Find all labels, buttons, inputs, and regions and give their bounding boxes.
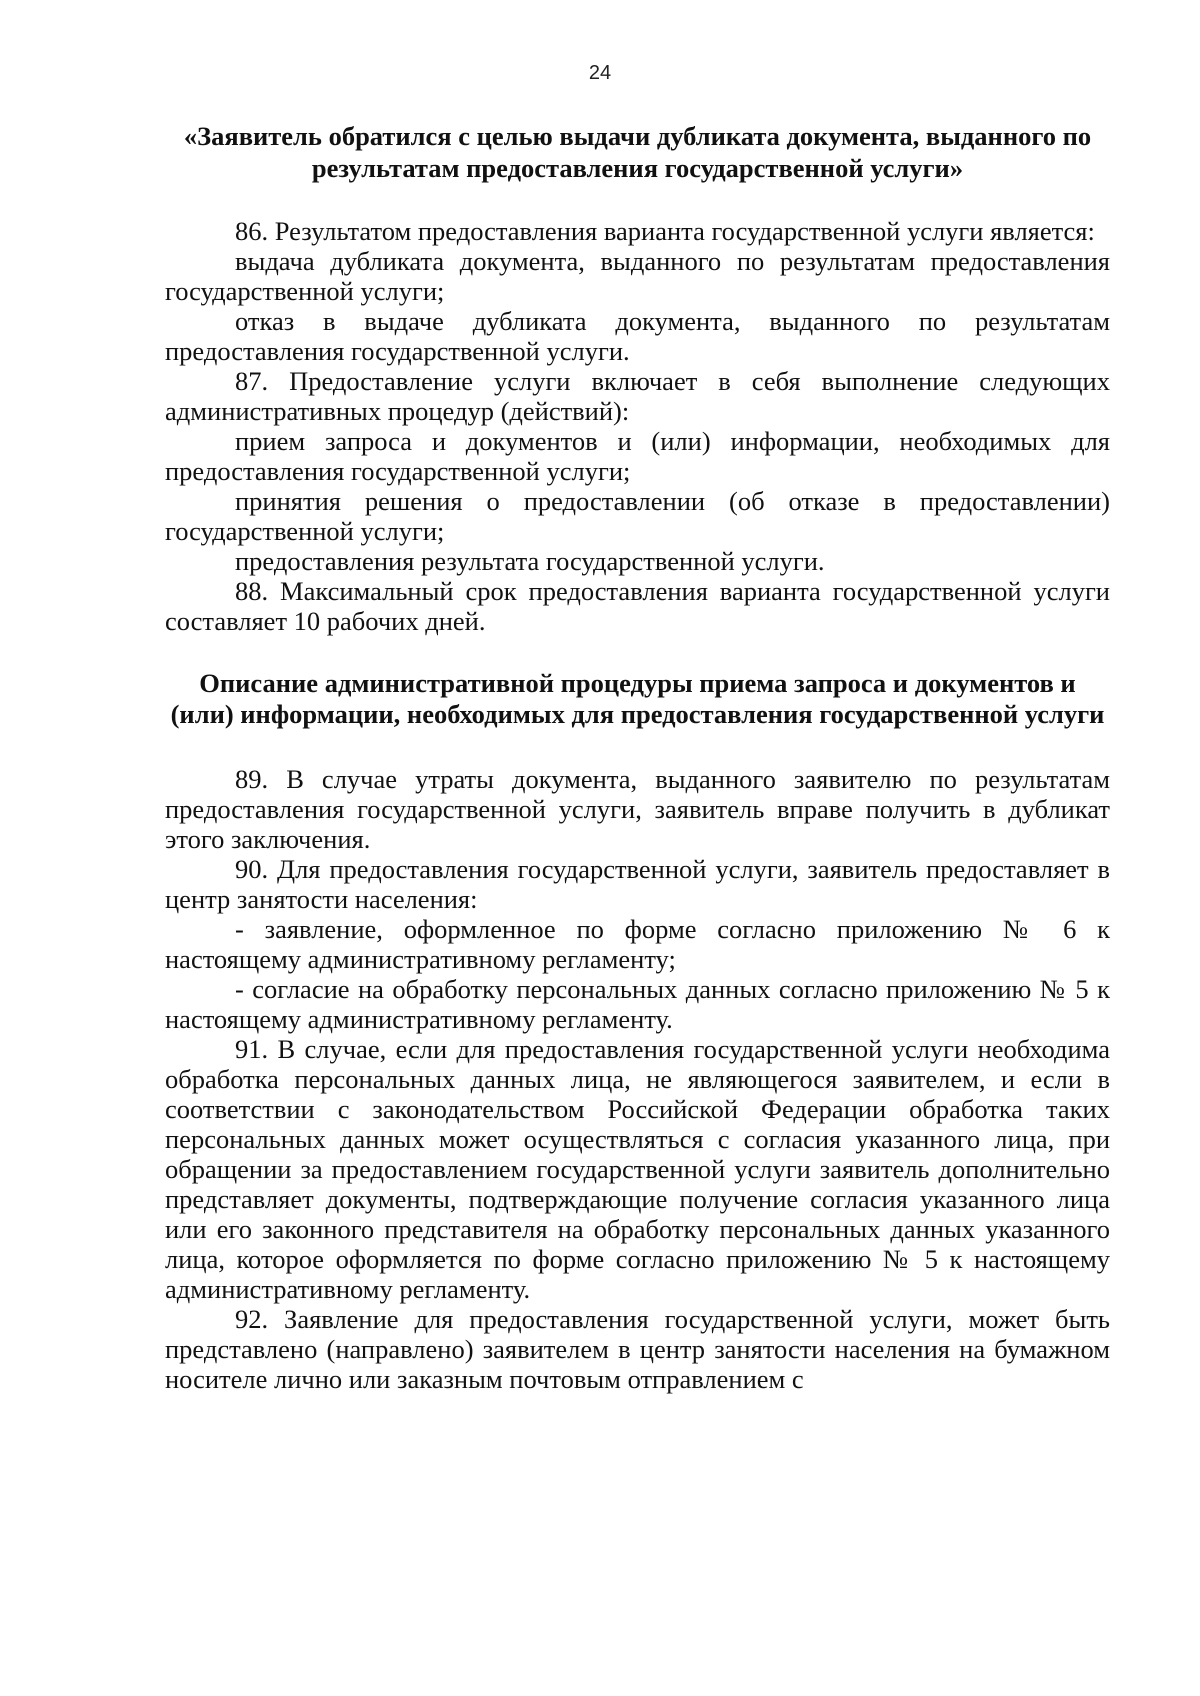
page-content <box>165 120 1110 1394</box>
list-item-refusal: отказ в выдаче дубликата документа, выданного по результатам предоставления государственной услуги. <box>165 306 1110 366</box>
list-item-issue-duplicate: выдача дубликата документа, выданного по результатам предоставления государственной услуги; <box>165 246 1110 306</box>
paragraph-88: 88. Максимальный срок предоставления варианта государственной услуги составляет 10 рабочих дней. <box>165 576 1110 636</box>
section-heading-duplicate: «Заявитель обратился с целью выдачи дубликата документа, выданного по результатам предоставления государственной услуги» <box>183 121 1092 183</box>
section-heading-procedure: Описание административной процедуры приема запроса и документов и (или) информации, необходимых для предоставления государственной услуги <box>170 668 1105 729</box>
list-item-result-provision: предоставления результата государственной услуги. <box>235 546 825 576</box>
list-item-consent: - согласие на обработку персональных данных согласно приложению № 5 к настоящему административному регламенту. <box>165 974 1110 1034</box>
paragraph-86: 86. Результатом предоставления варианта государственной услуги является: <box>235 216 1095 246</box>
section-duplicate-body <box>165 216 1110 636</box>
paragraph-90: 90. Для предоставления государственной услуги, заявитель предоставляет в центр занятости населения: <box>165 854 1110 914</box>
section-procedure-body <box>165 764 1110 1394</box>
page-number: 24 <box>588 62 612 84</box>
list-item-request-reception: прием запроса и документов и (или) информации, необходимых для предоставления государственной услуги; <box>165 426 1110 486</box>
paragraph-89: 89. В случае утраты документа, выданного заявителю по результатам предоставления государственной услуги, заявитель вправе получить в дубликат этого заключения. <box>165 764 1110 854</box>
list-item-decision: принятия решения о предоставлении (об отказе в предоставлении) государственной услуги; <box>165 486 1110 546</box>
list-item-application: - заявление, оформленное по форме согласно приложению № 6 к настоящему административному регламенту; <box>165 914 1110 974</box>
paragraph-91: 91. В случае, если для предоставления государственной услуги необходима обработка персональных данных лица, не являющегося заявителем, и если в соответствии с законодательством Российской Федерации обработка таких персональных данных может осуществляться с согласия указанного лица, при обращении за предоставлением государственной услуги заявитель дополнительно представляет документы, подтверждающие получение согласия указанного лица или его законного представителя на обработку персональных данных указанного лица, которое оформляется по форме согласно приложению № 5 к настоящему административному регламенту. <box>165 1034 1110 1304</box>
paragraph-92: 92. Заявление для предоставления государственной услуги, может быть представлено (направлено) заявителем в центр занятости населения на бумажном носителе лично или заказным почтовым отправлением с <box>165 1304 1110 1394</box>
paragraph-87: 87. Предоставление услуги включает в себя выполнение следующих административных процедур (действий): <box>165 366 1110 426</box>
